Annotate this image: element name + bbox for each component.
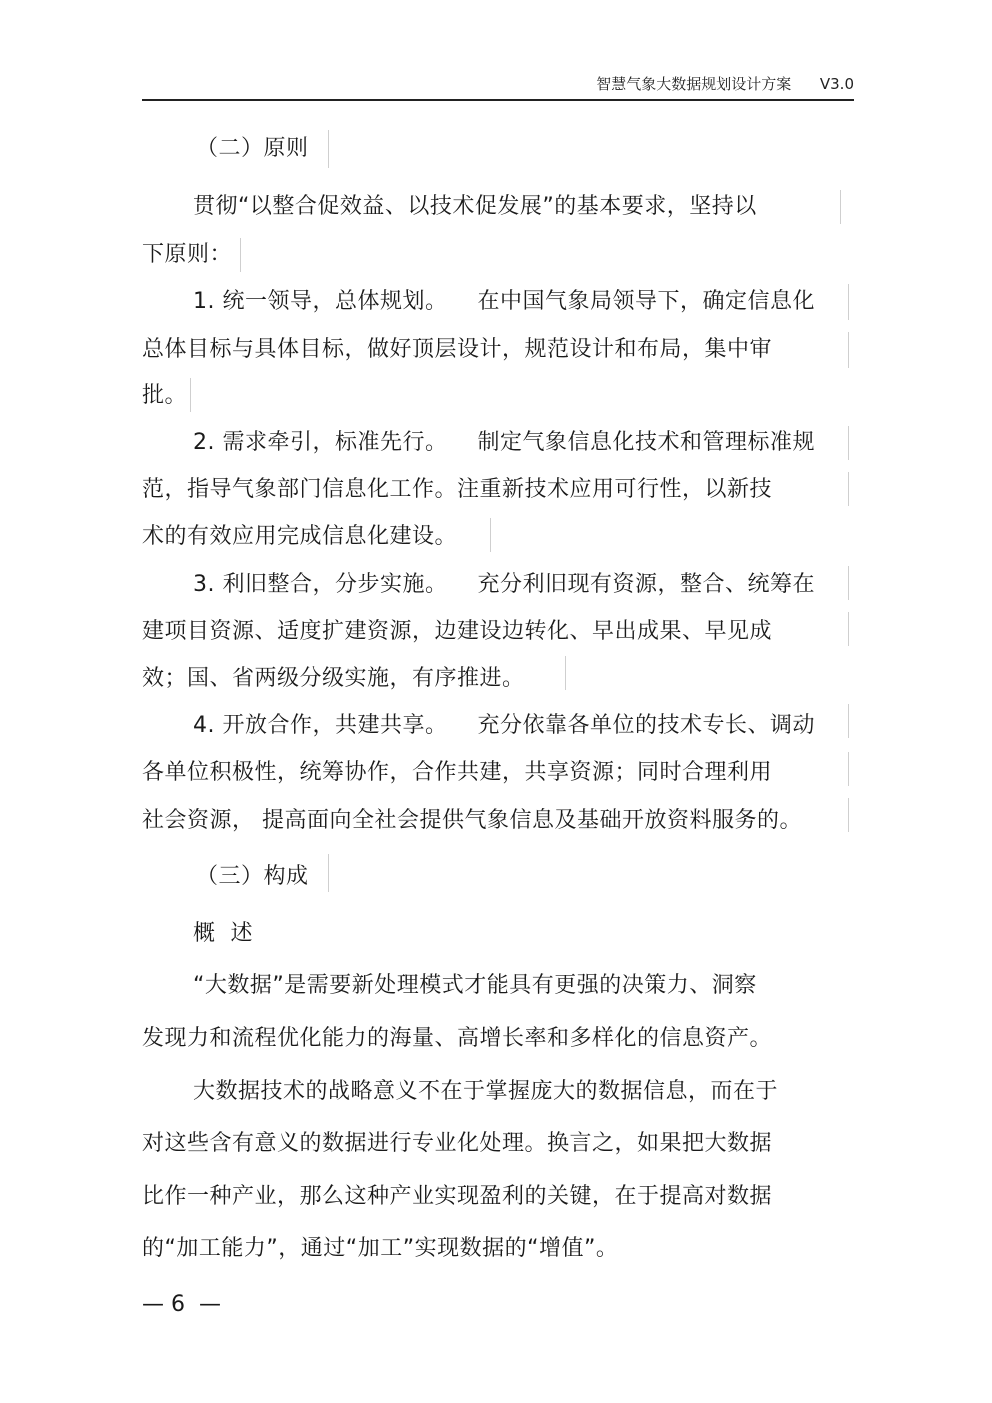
section-heading-principles: （二）原则 <box>196 136 309 161</box>
divider <box>848 284 849 320</box>
divider <box>848 704 849 738</box>
divider <box>490 518 491 552</box>
divider <box>848 426 849 460</box>
paragraph-line: 比作一种产业，那么这种产业实现盈利的关键，在于提高对数据 <box>142 1184 773 1209</box>
paragraph-line: 各单位积极性，统筹协作，合作共建，共享资源；同时合理利用 <box>142 760 773 785</box>
paragraph-line: 对这些含有意义的数据进行专业化处理。换言之，如果把大数据 <box>142 1131 773 1156</box>
paragraph-line: 社会资源， 提高面向全社会提供气象信息及基础开放资料服务的。 <box>142 808 802 833</box>
divider <box>848 472 849 506</box>
divider <box>848 566 849 600</box>
divider <box>840 190 841 224</box>
principle-4-heading: 4. 开放合作，共建共享。 充分依靠各单位的技术专长、调动 <box>193 713 815 738</box>
paragraph-line: 贯彻“以整合促效益、以技术促发展”的基本要求，坚持以 <box>193 194 757 219</box>
document-title: 智慧气象大数据规划设计方案 V3.0 <box>596 75 854 93</box>
subheading-overview: 概 述 <box>193 921 253 946</box>
principle-2-heading: 2. 需求牵引，标准先行。 制定气象信息化技术和管理标准规 <box>193 430 815 455</box>
paragraph-line: “大数据”是需要新处理模式才能具有更强的决策力、洞察 <box>193 973 757 998</box>
page-number: — 6 — <box>142 1292 221 1317</box>
paragraph-line: 发现力和流程优化能力的海量、高增长率和多样化的信息资产。 <box>142 1026 773 1051</box>
divider <box>328 130 329 168</box>
paragraph-line: 批。 <box>142 383 188 408</box>
divider <box>190 378 191 412</box>
paragraph-line: 总体目标与具体目标，做好顶层设计，规范设计和布局，集中审 <box>142 337 773 362</box>
divider <box>848 752 849 786</box>
paragraph-line: 建项目资源、适度扩建资源，边建设边转化、早出成果、早见成 <box>142 619 773 644</box>
section-heading-composition: （三）构成 <box>196 864 309 889</box>
paragraph-line: 范，指导气象部门信息化工作。注重新技术应用可行性，以新技 <box>142 477 773 502</box>
principle-3-heading: 3. 利旧整合，分步实施。 充分利旧现有资源，整合、统筹在 <box>193 572 815 597</box>
header-rule <box>142 99 854 101</box>
divider <box>848 798 849 832</box>
paragraph-line: 的“加工能力”，通过“加工”实现数据的“增值”。 <box>142 1236 619 1261</box>
principle-1-heading: 1. 统一领导，总体规划。 在中国气象局领导下，确定信息化 <box>193 289 815 314</box>
paragraph-line: 下原则： <box>142 242 233 267</box>
page-header <box>142 74 854 100</box>
paragraph-line: 效；国、省两级分级实施，有序推进。 <box>142 666 525 691</box>
paragraph-line: 术的有效应用完成信息化建设。 <box>142 524 458 549</box>
paragraph-line: 大数据技术的战略意义不在于掌握庞大的数据信息，而在于 <box>193 1079 779 1104</box>
divider <box>240 238 241 272</box>
divider <box>848 612 849 646</box>
divider <box>328 854 329 892</box>
divider <box>565 656 566 690</box>
divider <box>848 332 849 368</box>
